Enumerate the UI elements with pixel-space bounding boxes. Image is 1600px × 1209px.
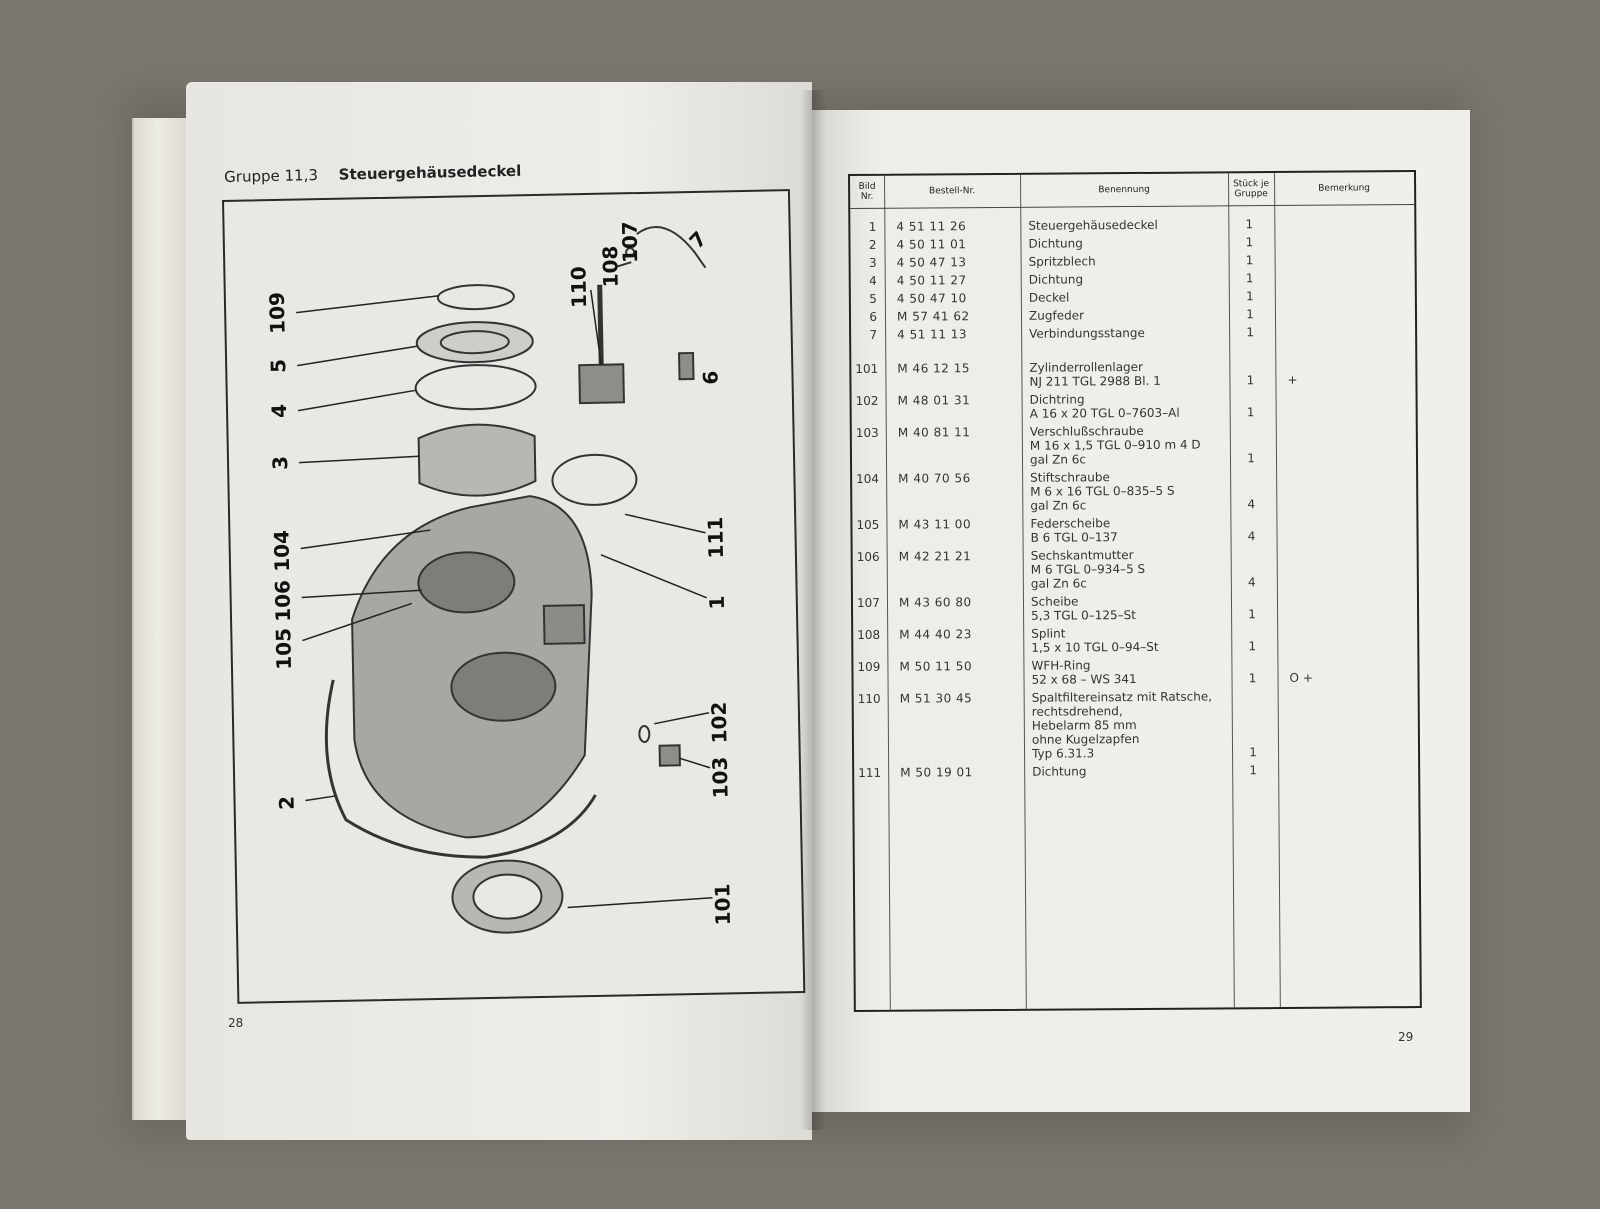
benennung-line: rechtsdrehend, (1031, 704, 1123, 719)
col-header-benennung: Benennung (1098, 184, 1150, 196)
benennung-line: Dichtung (1032, 764, 1087, 779)
cell-bemerkung (1290, 744, 1410, 745)
group-number: Gruppe 11,3 (224, 166, 319, 186)
cell-bild: 101 (855, 361, 879, 376)
cell-benennung (1032, 763, 1242, 778)
cell-bild: 109 (857, 659, 881, 674)
cell-benennung (1029, 253, 1239, 268)
cell-benennung (1030, 469, 1240, 512)
cell-benennung (1031, 625, 1241, 654)
cell-bild: 104 (856, 471, 880, 486)
cell-bild: 108 (857, 627, 881, 642)
benennung-line: Verschlußschraube (1029, 423, 1144, 439)
cell-bestell-nr: 4 50 11 01 (896, 237, 967, 252)
cell-bestell-nr: 4 50 47 10 (896, 291, 967, 306)
cell-bestell-nr: M 43 11 00 (898, 517, 972, 532)
cell-benennung (1030, 423, 1240, 466)
cell-benennung (1028, 235, 1238, 250)
cell-stueck: 1 (1246, 405, 1255, 420)
callout-107: 107 (617, 221, 643, 264)
housing-bore-upper (418, 551, 515, 613)
cell-stueck: 1 (1245, 289, 1254, 304)
cell-benennung (1030, 515, 1240, 544)
benennung-line: gal Zn 6c (1029, 452, 1087, 467)
cell-bestell-nr: 4 51 11 13 (897, 327, 968, 342)
cell-benennung (1029, 359, 1239, 388)
cell-bild: 3 (868, 255, 877, 270)
table-row (851, 270, 1415, 288)
cell-bemerkung (1289, 574, 1409, 575)
table-row (853, 656, 1417, 687)
cell-bild: 105 (856, 517, 880, 532)
cell-bemerkung (1288, 404, 1408, 405)
part-4-gasket (415, 364, 536, 410)
callout-3: 3 (267, 455, 293, 471)
cell-benennung (1029, 289, 1239, 304)
cell-bestell-nr: M 51 30 45 (899, 691, 973, 706)
benennung-line: Spritzblech (1028, 254, 1096, 269)
col-divider (884, 176, 891, 1010)
benennung-line: NJ 211 TGL 2988 Bl. 1 (1029, 373, 1161, 389)
cell-bild: 110 (857, 691, 881, 706)
benennung-line: B 6 TGL 0–137 (1030, 530, 1118, 545)
cell-benennung (1031, 593, 1241, 622)
cell-bild: 103 (855, 425, 879, 440)
benennung-line: Sechskantmutter (1030, 548, 1134, 563)
cell-bild: 2 (868, 237, 877, 252)
cell-stueck: 1 (1245, 271, 1254, 286)
benennung-line: 1,5 x 10 TGL 0–94–St (1031, 639, 1159, 655)
col-header-bemerkung: Bemerkung (1318, 183, 1371, 194)
table-row (852, 390, 1416, 421)
cell-bemerkung (1288, 450, 1408, 451)
right-page-number: 29 (1398, 1030, 1414, 1044)
cell-stueck: 1 (1245, 253, 1254, 268)
cell-bemerkung: O + (1289, 670, 1313, 685)
benennung-line: Zugfeder (1028, 308, 1085, 323)
benennung-line: Federscheibe (1030, 516, 1111, 531)
cell-bemerkung (1286, 234, 1406, 235)
cell-benennung (1029, 325, 1239, 340)
col-header-stueck: Stück je Gruppe (1233, 179, 1270, 200)
cell-bild: 107 (856, 595, 880, 610)
cell-bemerkung: + (1287, 372, 1298, 387)
table-row (850, 234, 1414, 252)
table-row (853, 592, 1417, 623)
cell-bemerkung (1288, 528, 1408, 529)
cell-bild: 7 (869, 327, 878, 342)
benennung-line: Scheibe (1030, 594, 1079, 609)
cell-stueck: 1 (1248, 639, 1257, 654)
benennung-line: Dichtring (1029, 392, 1085, 407)
cell-stueck: 4 (1247, 497, 1256, 512)
cell-stueck: 1 (1248, 671, 1257, 686)
cell-bemerkung (1287, 252, 1407, 253)
benennung-line: gal Zn 6c (1030, 576, 1087, 591)
cell-bemerkung (1289, 638, 1409, 639)
benennung-line: Hebelarm 85 mm (1031, 717, 1137, 733)
housing-bore-lower (451, 652, 556, 722)
cell-bestell-nr: M 40 70 56 (898, 471, 971, 486)
table-row (853, 546, 1417, 591)
benennung-line: M 6 x 16 TGL 0–835–5 S (1030, 483, 1175, 499)
benennung-line: M 6 TGL 0–934–5 S (1030, 561, 1146, 577)
cell-bestell-nr: 4 50 11 27 (896, 273, 967, 288)
callout-104: 104 (269, 529, 295, 573)
callout-102: 102 (706, 701, 732, 744)
cell-benennung (1031, 547, 1241, 590)
cell-bemerkung (1289, 606, 1409, 607)
callout-103: 103 (707, 756, 733, 799)
callout-111: 111 (703, 516, 728, 559)
cell-benennung (1029, 307, 1239, 322)
cell-benennung (1030, 391, 1240, 420)
cell-bestell-nr: 4 51 11 26 (896, 219, 967, 234)
page-edges (132, 118, 194, 1120)
part-103-plug (660, 745, 680, 765)
cell-bemerkung (1286, 216, 1406, 217)
parts-table (848, 170, 1422, 1012)
left-page-number: 28 (228, 1016, 244, 1030)
table-row (854, 762, 1418, 780)
cell-bestell-nr: M 42 21 21 (898, 549, 972, 564)
cell-benennung (1028, 217, 1238, 232)
table-row (851, 358, 1415, 389)
cell-bild: 5 (869, 291, 877, 306)
cell-bestell-nr: 4 50 47 13 (896, 255, 967, 270)
benennung-line: Verbindungsstange (1029, 325, 1145, 341)
cell-bemerkung (1287, 324, 1407, 325)
cell-stueck: 1 (1246, 307, 1254, 322)
table-row (851, 288, 1415, 306)
table-row (852, 468, 1416, 513)
cell-bestell-nr: M 40 81 11 (897, 425, 971, 440)
callout-2: 2 (274, 795, 299, 811)
col-header-bild: Bild Nr. (858, 181, 876, 202)
cell-bild: 106 (856, 549, 880, 564)
benennung-line: Dichtung (1028, 236, 1083, 251)
part-109-ring (438, 284, 514, 309)
callout-5: 5 (266, 358, 291, 374)
exploded-view-illustration (222, 189, 805, 1004)
cell-bestell-nr: M 46 12 15 (897, 361, 971, 376)
benennung-line: Spaltfiltereinsatz mit Ratsche, (1031, 689, 1213, 705)
part-6-spring (679, 353, 693, 379)
cell-bild: 111 (858, 765, 882, 780)
benennung-line: Steuergehäusedeckel (1028, 217, 1158, 233)
benennung-line: Typ 6.31.3 (1032, 746, 1095, 761)
callout-101: 101 (710, 883, 736, 926)
cell-bemerkung (1287, 270, 1407, 271)
cell-bild: 6 (869, 309, 878, 324)
benennung-line: Zylinderrollenlager (1029, 359, 1144, 375)
cell-stueck: 1 (1245, 217, 1254, 232)
part-111-gasket (552, 454, 637, 506)
table-row (851, 324, 1415, 342)
benennung-line: M 16 x 1,5 TGL 0–910 m 4 D (1029, 437, 1201, 453)
cell-bemerkung (1290, 762, 1410, 763)
callout-7: 7 (684, 226, 712, 254)
table-row (852, 514, 1416, 545)
table-row (852, 422, 1416, 467)
benennung-line: Dichtung (1028, 272, 1084, 287)
table-row (850, 216, 1414, 234)
cell-bestell-nr: M 44 40 23 (899, 627, 972, 642)
col-divider (1020, 175, 1027, 1009)
col-divider (1274, 173, 1281, 1007)
part-110-filter (579, 364, 624, 403)
exploded-view-drawing (224, 191, 803, 1002)
cell-stueck: 4 (1247, 575, 1256, 590)
group-title: Steuergehäusedeckel (338, 161, 522, 184)
cell-bestell-nr: M 50 19 01 (900, 765, 973, 780)
callout-106: 106 (270, 579, 296, 623)
cell-bestell-nr: M 57 41 62 (896, 309, 970, 324)
callout-108: 108 (597, 245, 623, 288)
benennung-line: A 16 x 20 TGL 0–7603–Al (1029, 405, 1180, 421)
cell-benennung (1029, 271, 1239, 286)
benennung-line: WFH-Ring (1031, 658, 1091, 673)
cell-bestell-nr: M 48 01 31 (897, 393, 971, 408)
table-row (853, 624, 1417, 655)
cell-benennung (1031, 657, 1241, 686)
callout-4: 4 (266, 403, 292, 419)
cell-stueck: 1 (1247, 451, 1255, 466)
benennung-line: Deckel (1028, 290, 1070, 305)
cell-bemerkung (1287, 288, 1407, 289)
cell-bild: 1 (868, 219, 877, 234)
callout-110: 110 (566, 266, 592, 309)
col-header-bestell: Bestell-Nr. (928, 186, 976, 197)
benennung-line: gal Zn 6c (1030, 498, 1087, 513)
benennung-line: 5,3 TGL 0–125–St (1031, 608, 1137, 623)
benennung-line: Stiftschraube (1030, 470, 1110, 485)
cell-stueck: 1 (1249, 763, 1258, 778)
part-3-sleeve (418, 424, 535, 497)
table-row (851, 252, 1415, 270)
table-row (851, 306, 1415, 324)
benennung-line: ohne Kugelzapfen (1031, 731, 1140, 747)
housing-port (544, 605, 585, 644)
part-5-cover (416, 321, 533, 363)
callout-109: 109 (264, 291, 290, 335)
cell-stueck: 1 (1248, 607, 1256, 622)
cell-bild: 102 (855, 393, 879, 408)
cell-bemerkung (1287, 306, 1407, 307)
benennung-line: 52 x 68 – WS 341 (1031, 671, 1137, 687)
part-101-bore (473, 874, 542, 919)
cell-stueck: 4 (1247, 529, 1256, 544)
cell-bild: 4 (869, 273, 877, 288)
table-row (854, 688, 1418, 761)
cell-bestell-nr: M 43 60 80 (898, 595, 972, 610)
cell-stueck: 1 (1246, 373, 1255, 388)
callout-105: 105 (271, 627, 297, 671)
callout-6: 6 (698, 370, 723, 385)
cell-benennung (1032, 689, 1242, 760)
cell-stueck: 1 (1246, 325, 1254, 340)
benennung-line: Splint (1031, 626, 1066, 641)
cell-stueck: 1 (1245, 235, 1254, 250)
cell-stueck: 1 (1249, 745, 1257, 760)
cell-bestell-nr: M 50 11 50 (899, 659, 973, 674)
part-102-seal (639, 726, 649, 742)
cell-bemerkung (1288, 496, 1408, 497)
callout-1: 1 (704, 595, 729, 610)
